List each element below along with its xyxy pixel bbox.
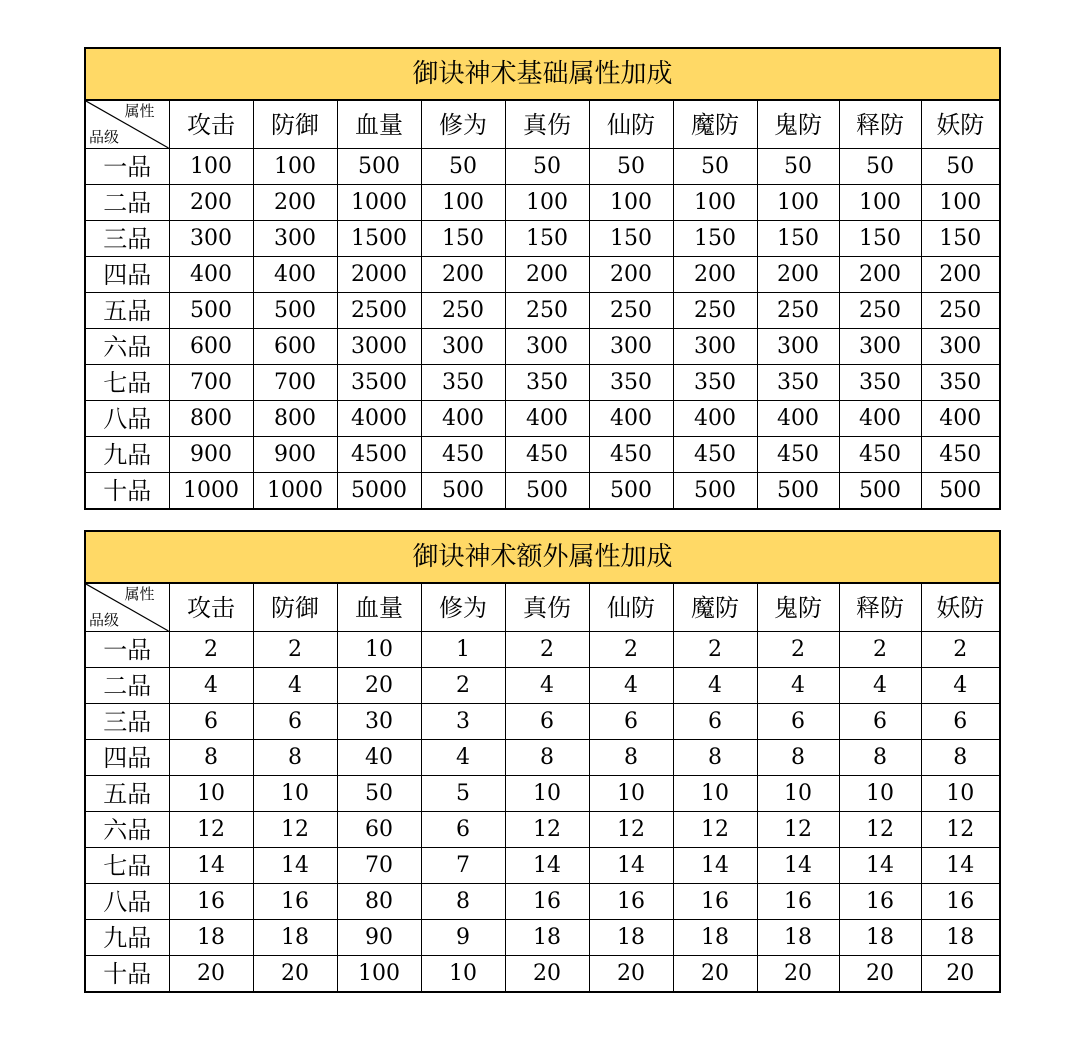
value-cell: 10	[673, 776, 757, 812]
value-cell: 16	[673, 884, 757, 920]
corner-attribute-label: 属性	[124, 585, 155, 603]
value-cell: 200	[421, 257, 505, 293]
value-cell: 8	[589, 740, 673, 776]
corner-attribute-label: 属性	[124, 102, 155, 120]
value-cell: 6	[673, 704, 757, 740]
value-cell: 10	[253, 776, 337, 812]
value-cell: 200	[589, 257, 673, 293]
value-cell: 1	[421, 632, 505, 668]
value-cell: 1000	[253, 473, 337, 510]
table-row	[85, 329, 1000, 365]
value-cell: 300	[589, 329, 673, 365]
value-cell: 18	[169, 920, 253, 956]
value-cell: 14	[253, 848, 337, 884]
value-cell: 400	[253, 257, 337, 293]
value-cell: 500	[337, 149, 421, 185]
value-cell: 50	[337, 776, 421, 812]
table-row	[85, 776, 1000, 812]
value-cell: 16	[169, 884, 253, 920]
column-header: 修为	[421, 583, 505, 632]
value-cell: 6	[921, 704, 1000, 740]
value-cell: 200	[505, 257, 589, 293]
value-cell: 450	[921, 437, 1000, 473]
value-cell: 500	[589, 473, 673, 510]
table-row	[85, 473, 1000, 510]
value-cell: 100	[169, 149, 253, 185]
value-cell: 16	[589, 884, 673, 920]
value-cell: 900	[253, 437, 337, 473]
value-cell: 700	[169, 365, 253, 401]
corner-grade-label: 品级	[89, 611, 120, 629]
value-cell: 10	[421, 956, 505, 993]
value-cell: 5000	[337, 473, 421, 510]
grade-label: 二品	[85, 185, 169, 221]
value-cell: 1000	[337, 185, 421, 221]
value-cell: 250	[673, 293, 757, 329]
grade-label: 九品	[85, 920, 169, 956]
grade-label: 一品	[85, 149, 169, 185]
value-cell: 50	[757, 149, 839, 185]
grade-label: 七品	[85, 848, 169, 884]
column-header: 仙防	[589, 583, 673, 632]
value-cell: 12	[589, 812, 673, 848]
header-row	[85, 100, 1000, 149]
value-cell: 10	[337, 632, 421, 668]
value-cell: 400	[921, 401, 1000, 437]
value-cell: 14	[589, 848, 673, 884]
grade-label: 八品	[85, 884, 169, 920]
table-row	[85, 185, 1000, 221]
table-row	[85, 293, 1000, 329]
value-cell: 400	[505, 401, 589, 437]
value-cell: 4000	[337, 401, 421, 437]
grade-label: 五品	[85, 293, 169, 329]
value-cell: 300	[757, 329, 839, 365]
value-cell: 4	[253, 668, 337, 704]
value-cell: 60	[337, 812, 421, 848]
value-cell: 2000	[337, 257, 421, 293]
column-header: 修为	[421, 100, 505, 149]
value-cell: 30	[337, 704, 421, 740]
value-cell: 4	[757, 668, 839, 704]
value-cell: 12	[757, 812, 839, 848]
value-cell: 18	[253, 920, 337, 956]
value-cell: 16	[253, 884, 337, 920]
corner-grade-label: 品级	[89, 128, 120, 146]
value-cell: 2	[757, 632, 839, 668]
value-cell: 14	[505, 848, 589, 884]
table-title: 御诀神术额外属性加成	[85, 531, 1000, 583]
value-cell: 4	[421, 740, 505, 776]
value-cell: 400	[673, 401, 757, 437]
value-cell: 150	[839, 221, 921, 257]
value-cell: 500	[757, 473, 839, 510]
value-cell: 8	[505, 740, 589, 776]
value-cell: 14	[757, 848, 839, 884]
value-cell: 300	[421, 329, 505, 365]
value-cell: 3500	[337, 365, 421, 401]
value-cell: 100	[757, 185, 839, 221]
value-cell: 70	[337, 848, 421, 884]
value-cell: 500	[169, 293, 253, 329]
value-cell: 100	[839, 185, 921, 221]
value-cell: 300	[169, 221, 253, 257]
table-row	[85, 632, 1000, 668]
value-cell: 600	[253, 329, 337, 365]
table-row	[85, 884, 1000, 920]
grade-label: 三品	[85, 704, 169, 740]
value-cell: 350	[921, 365, 1000, 401]
value-cell: 250	[589, 293, 673, 329]
value-cell: 4	[505, 668, 589, 704]
column-header: 真伤	[505, 583, 589, 632]
value-cell: 250	[921, 293, 1000, 329]
table-row	[85, 848, 1000, 884]
value-cell: 9	[421, 920, 505, 956]
value-cell: 50	[589, 149, 673, 185]
value-cell: 450	[757, 437, 839, 473]
column-header: 魔防	[673, 100, 757, 149]
value-cell: 3	[421, 704, 505, 740]
column-header: 释防	[839, 100, 921, 149]
value-cell: 500	[253, 293, 337, 329]
value-cell: 5	[421, 776, 505, 812]
table-row	[85, 740, 1000, 776]
value-cell: 4	[673, 668, 757, 704]
value-cell: 150	[505, 221, 589, 257]
column-header: 防御	[253, 583, 337, 632]
value-cell: 250	[757, 293, 839, 329]
column-header: 仙防	[589, 100, 673, 149]
value-cell: 8	[673, 740, 757, 776]
value-cell: 20	[839, 956, 921, 993]
value-cell: 700	[253, 365, 337, 401]
value-cell: 16	[505, 884, 589, 920]
value-cell: 50	[421, 149, 505, 185]
table-row	[85, 365, 1000, 401]
value-cell: 20	[337, 668, 421, 704]
value-cell: 6	[253, 704, 337, 740]
table-row	[85, 401, 1000, 437]
value-cell: 12	[253, 812, 337, 848]
value-cell: 450	[421, 437, 505, 473]
value-cell: 400	[757, 401, 839, 437]
grade-label: 九品	[85, 437, 169, 473]
value-cell: 100	[921, 185, 1000, 221]
value-cell: 2	[589, 632, 673, 668]
value-cell: 2	[169, 632, 253, 668]
value-cell: 20	[505, 956, 589, 993]
value-cell: 3000	[337, 329, 421, 365]
value-cell: 150	[921, 221, 1000, 257]
value-cell: 200	[921, 257, 1000, 293]
value-cell: 12	[505, 812, 589, 848]
column-header: 鬼防	[757, 100, 839, 149]
value-cell: 200	[757, 257, 839, 293]
table-row	[85, 149, 1000, 185]
value-cell: 100	[337, 956, 421, 993]
value-cell: 4	[921, 668, 1000, 704]
value-cell: 4	[839, 668, 921, 704]
value-cell: 500	[839, 473, 921, 510]
column-header: 血量	[337, 100, 421, 149]
value-cell: 20	[757, 956, 839, 993]
value-cell: 300	[921, 329, 1000, 365]
value-cell: 40	[337, 740, 421, 776]
value-cell: 20	[169, 956, 253, 993]
grade-label: 十品	[85, 956, 169, 993]
column-header: 妖防	[921, 100, 1000, 149]
value-cell: 10	[921, 776, 1000, 812]
value-cell: 200	[169, 185, 253, 221]
value-cell: 100	[589, 185, 673, 221]
value-cell: 600	[169, 329, 253, 365]
table-row	[85, 668, 1000, 704]
value-cell: 200	[839, 257, 921, 293]
value-cell: 350	[589, 365, 673, 401]
value-cell: 10	[757, 776, 839, 812]
value-cell: 2	[421, 668, 505, 704]
value-cell: 8	[839, 740, 921, 776]
value-cell: 350	[757, 365, 839, 401]
value-cell: 900	[169, 437, 253, 473]
value-cell: 50	[673, 149, 757, 185]
table-row	[85, 920, 1000, 956]
column-header: 攻击	[169, 583, 253, 632]
value-cell: 2	[673, 632, 757, 668]
value-cell: 18	[921, 920, 1000, 956]
value-cell: 18	[505, 920, 589, 956]
value-cell: 6	[839, 704, 921, 740]
column-header: 魔防	[673, 583, 757, 632]
column-header: 攻击	[169, 100, 253, 149]
grade-label: 六品	[85, 329, 169, 365]
value-cell: 18	[839, 920, 921, 956]
value-cell: 50	[505, 149, 589, 185]
column-header: 防御	[253, 100, 337, 149]
value-cell: 18	[757, 920, 839, 956]
value-cell: 450	[839, 437, 921, 473]
value-cell: 450	[673, 437, 757, 473]
value-cell: 8	[253, 740, 337, 776]
value-cell: 6	[505, 704, 589, 740]
value-cell: 8	[757, 740, 839, 776]
value-cell: 80	[337, 884, 421, 920]
value-cell: 800	[169, 401, 253, 437]
value-cell: 400	[839, 401, 921, 437]
value-cell: 500	[421, 473, 505, 510]
value-cell: 400	[421, 401, 505, 437]
grade-label: 五品	[85, 776, 169, 812]
table-row	[85, 812, 1000, 848]
corner-header-cell	[85, 583, 169, 632]
header-row	[85, 583, 1000, 632]
value-cell: 350	[839, 365, 921, 401]
value-cell: 50	[921, 149, 1000, 185]
grade-label: 八品	[85, 401, 169, 437]
grade-label: 三品	[85, 221, 169, 257]
value-cell: 200	[253, 185, 337, 221]
value-cell: 300	[839, 329, 921, 365]
value-cell: 2	[921, 632, 1000, 668]
value-cell: 20	[253, 956, 337, 993]
value-cell: 7	[421, 848, 505, 884]
value-cell: 300	[505, 329, 589, 365]
grade-label: 七品	[85, 365, 169, 401]
value-cell: 450	[589, 437, 673, 473]
value-cell: 18	[673, 920, 757, 956]
value-cell: 90	[337, 920, 421, 956]
value-cell: 20	[589, 956, 673, 993]
value-cell: 12	[921, 812, 1000, 848]
value-cell: 2	[839, 632, 921, 668]
value-cell: 6	[589, 704, 673, 740]
grade-label: 四品	[85, 257, 169, 293]
value-cell: 500	[921, 473, 1000, 510]
value-cell: 8	[169, 740, 253, 776]
grade-label: 十品	[85, 473, 169, 510]
value-cell: 150	[589, 221, 673, 257]
value-cell: 500	[673, 473, 757, 510]
value-cell: 300	[253, 221, 337, 257]
value-cell: 350	[505, 365, 589, 401]
grade-label: 六品	[85, 812, 169, 848]
value-cell: 16	[839, 884, 921, 920]
column-header: 释防	[839, 583, 921, 632]
extra-attribute-table	[84, 530, 1001, 993]
column-header: 真伤	[505, 100, 589, 149]
column-header: 鬼防	[757, 583, 839, 632]
value-cell: 350	[421, 365, 505, 401]
value-cell: 150	[757, 221, 839, 257]
value-cell: 450	[505, 437, 589, 473]
value-cell: 50	[839, 149, 921, 185]
value-cell: 8	[421, 884, 505, 920]
table-row	[85, 704, 1000, 740]
value-cell: 16	[757, 884, 839, 920]
value-cell: 10	[505, 776, 589, 812]
grade-label: 一品	[85, 632, 169, 668]
table-row	[85, 437, 1000, 473]
value-cell: 6	[757, 704, 839, 740]
column-header: 妖防	[921, 583, 1000, 632]
value-cell: 300	[673, 329, 757, 365]
value-cell: 100	[253, 149, 337, 185]
value-cell: 100	[421, 185, 505, 221]
value-cell: 14	[169, 848, 253, 884]
value-cell: 8	[921, 740, 1000, 776]
value-cell: 10	[839, 776, 921, 812]
value-cell: 14	[839, 848, 921, 884]
value-cell: 18	[589, 920, 673, 956]
value-cell: 10	[589, 776, 673, 812]
value-cell: 14	[673, 848, 757, 884]
value-cell: 350	[673, 365, 757, 401]
value-cell: 10	[169, 776, 253, 812]
value-cell: 12	[169, 812, 253, 848]
value-cell: 250	[505, 293, 589, 329]
value-cell: 1000	[169, 473, 253, 510]
value-cell: 100	[505, 185, 589, 221]
value-cell: 20	[921, 956, 1000, 993]
value-cell: 200	[673, 257, 757, 293]
value-cell: 2	[253, 632, 337, 668]
value-cell: 400	[589, 401, 673, 437]
value-cell: 4	[589, 668, 673, 704]
column-header: 血量	[337, 583, 421, 632]
table-title: 御诀神术基础属性加成	[85, 48, 1000, 100]
value-cell: 2500	[337, 293, 421, 329]
value-cell: 4500	[337, 437, 421, 473]
value-cell: 250	[421, 293, 505, 329]
value-cell: 150	[673, 221, 757, 257]
value-cell: 800	[253, 401, 337, 437]
value-cell: 150	[421, 221, 505, 257]
value-cell: 14	[921, 848, 1000, 884]
value-cell: 1500	[337, 221, 421, 257]
table-row	[85, 257, 1000, 293]
grade-label: 二品	[85, 668, 169, 704]
table-row	[85, 956, 1000, 993]
value-cell: 16	[921, 884, 1000, 920]
value-cell: 4	[169, 668, 253, 704]
value-cell: 250	[839, 293, 921, 329]
value-cell: 2	[505, 632, 589, 668]
grade-label: 四品	[85, 740, 169, 776]
value-cell: 6	[421, 812, 505, 848]
table-row	[85, 221, 1000, 257]
value-cell: 400	[169, 257, 253, 293]
value-cell: 100	[673, 185, 757, 221]
value-cell: 12	[673, 812, 757, 848]
value-cell: 12	[839, 812, 921, 848]
value-cell: 6	[169, 704, 253, 740]
value-cell: 20	[673, 956, 757, 993]
value-cell: 500	[505, 473, 589, 510]
corner-header-cell	[85, 100, 169, 149]
base-attribute-table	[84, 47, 1001, 510]
